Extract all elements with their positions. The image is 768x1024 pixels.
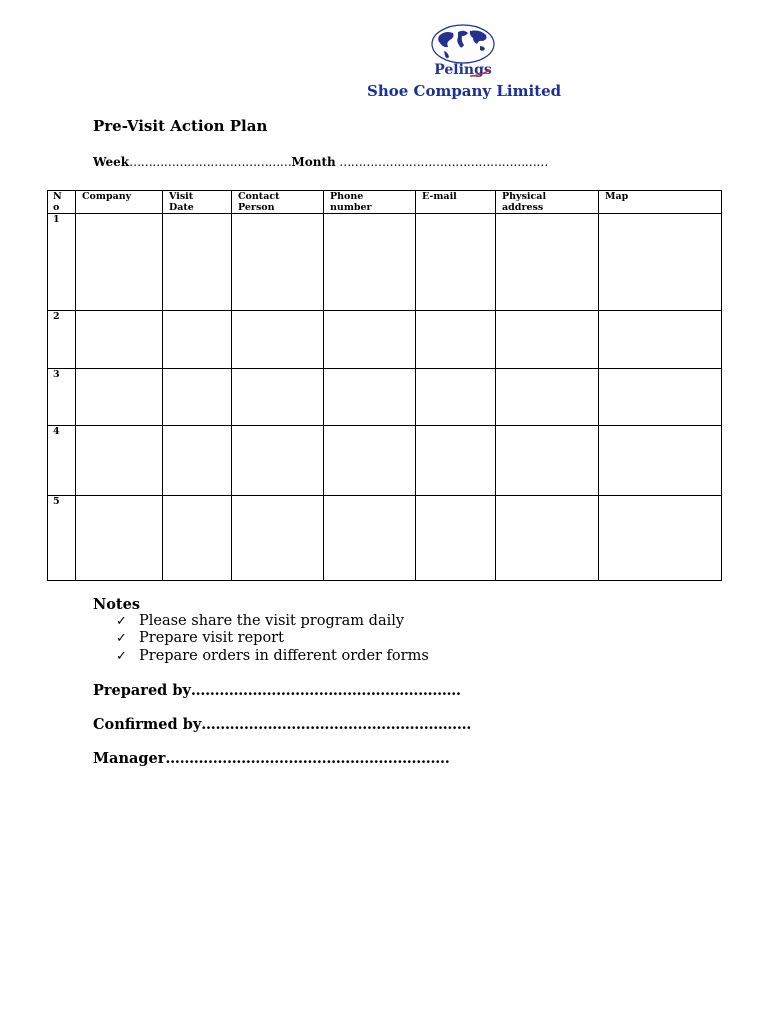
email-cell[interactable] xyxy=(416,496,496,581)
header-no: N o xyxy=(48,191,76,214)
physical-address-cell[interactable] xyxy=(496,426,599,496)
table-row xyxy=(48,214,722,311)
map-cell[interactable] xyxy=(599,214,722,311)
list-item: ✓ Prepare orders in different order forms xyxy=(116,647,429,664)
table-row xyxy=(48,496,722,581)
week-month-line xyxy=(93,155,548,169)
contact-person-cell[interactable] xyxy=(232,214,324,311)
notes-list xyxy=(116,613,429,665)
manager-line xyxy=(93,750,449,767)
map-cell[interactable] xyxy=(599,426,722,496)
list-item: ✓ Please share the visit program daily xyxy=(116,613,405,629)
email-cell[interactable] xyxy=(416,369,496,426)
phone-number-cell[interactable] xyxy=(324,311,416,369)
visit-date-cell[interactable] xyxy=(163,426,232,496)
header-email: E-mail xyxy=(416,191,496,214)
email-cell[interactable] xyxy=(416,311,496,369)
confirmed-by-label: Confirmed by xyxy=(93,716,202,733)
row-number: 1 xyxy=(48,214,76,311)
document-title: Pre-Visit Action Plan xyxy=(93,117,268,135)
week-label: Week xyxy=(93,155,130,169)
phone-number-cell[interactable] xyxy=(324,426,416,496)
month-field: ……………………………………………… xyxy=(335,155,548,169)
week-field: …………………………………… xyxy=(129,155,292,169)
header-physical-address: Physical address xyxy=(496,191,599,214)
map-cell[interactable] xyxy=(599,311,722,369)
company-cell[interactable] xyxy=(76,369,163,426)
company-cell[interactable] xyxy=(76,426,163,496)
physical-address-cell[interactable] xyxy=(496,311,599,369)
manager-field[interactable]: …………………………………………………… xyxy=(165,750,450,767)
email-cell[interactable] xyxy=(416,214,496,311)
company-name: Shoe Company Limited xyxy=(367,82,562,100)
phone-number-cell[interactable] xyxy=(324,214,416,311)
manager-label: Manager xyxy=(93,750,166,767)
row-number: 5 xyxy=(48,496,76,581)
visit-date-cell[interactable] xyxy=(163,369,232,426)
list-item: ✓ Prepare visit report xyxy=(116,630,284,647)
month-label: Month xyxy=(291,155,336,169)
visit-date-cell[interactable] xyxy=(163,496,232,581)
physical-address-cell[interactable] xyxy=(496,214,599,311)
prepared-by-field[interactable]: ………………………………………………… xyxy=(190,682,461,699)
header-phone-number: Phone number xyxy=(324,191,416,214)
checkmark-icon: ✓ xyxy=(116,648,127,664)
phone-number-cell[interactable] xyxy=(324,496,416,581)
confirmed-by-field[interactable]: ………………………………………………… xyxy=(201,716,472,733)
row-number: 3 xyxy=(48,369,76,426)
company-cell[interactable] xyxy=(76,496,163,581)
table-row xyxy=(48,311,722,369)
physical-address-cell[interactable] xyxy=(496,496,599,581)
header-company: Company xyxy=(76,191,163,214)
svg-text:Pelings: Pelings xyxy=(434,62,492,78)
map-cell[interactable] xyxy=(599,496,722,581)
email-cell[interactable] xyxy=(416,426,496,496)
company-logo xyxy=(430,24,496,80)
header-contact-person: Contact Person xyxy=(232,191,324,214)
table-row xyxy=(48,426,722,496)
checkmark-icon: ✓ xyxy=(116,631,127,647)
table-row xyxy=(48,369,722,426)
table-header-row xyxy=(48,191,722,214)
company-cell[interactable] xyxy=(76,311,163,369)
visit-date-cell[interactable] xyxy=(163,311,232,369)
row-number: 2 xyxy=(48,311,76,369)
row-number: 4 xyxy=(48,426,76,496)
visit-plan-table xyxy=(47,190,722,581)
contact-person-cell[interactable] xyxy=(232,311,324,369)
header-visit-date: Visit Date xyxy=(163,191,232,214)
physical-address-cell[interactable] xyxy=(496,369,599,426)
map-cell[interactable] xyxy=(599,369,722,426)
notes-title: Notes xyxy=(93,596,141,613)
prepared-by-line xyxy=(93,682,461,699)
checkmark-icon: ✓ xyxy=(116,614,127,629)
prepared-by-label: Prepared by xyxy=(93,682,191,699)
contact-person-cell[interactable] xyxy=(232,426,324,496)
confirmed-by-line xyxy=(93,716,471,733)
header-map: Map xyxy=(599,191,722,214)
visit-date-cell[interactable] xyxy=(163,214,232,311)
company-cell[interactable] xyxy=(76,214,163,311)
phone-number-cell[interactable] xyxy=(324,369,416,426)
contact-person-cell[interactable] xyxy=(232,369,324,426)
globe-icon xyxy=(430,24,496,80)
contact-person-cell[interactable] xyxy=(232,496,324,581)
